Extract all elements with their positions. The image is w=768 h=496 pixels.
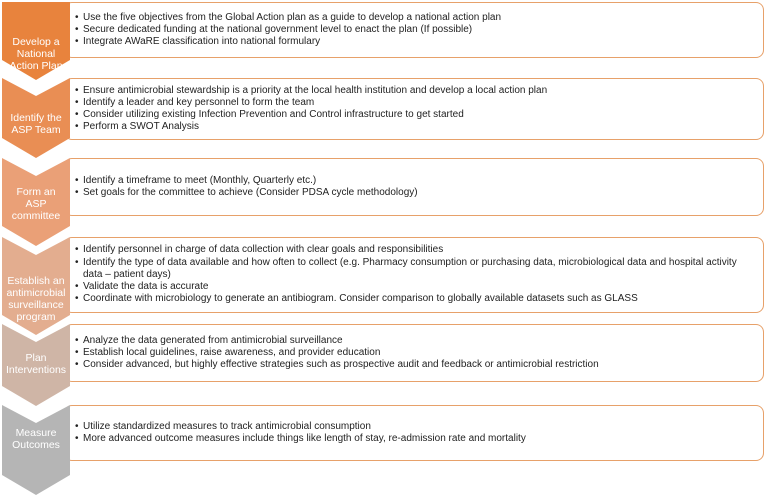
step-label-line: Action Plan bbox=[9, 60, 63, 72]
step-label-line: Form an bbox=[16, 186, 56, 198]
step-label-line: Measure bbox=[15, 427, 57, 439]
step-label-line: National bbox=[16, 48, 56, 60]
step-label-line: antimicrobial bbox=[6, 287, 66, 299]
step-details-box bbox=[64, 158, 764, 216]
step-label-line: Outcomes bbox=[12, 439, 60, 451]
bullet-list bbox=[75, 244, 755, 305]
bullet-item: • Use the five objectives from the Global Action plan as a guide to develop a national action plan bbox=[75, 12, 755, 24]
step-label bbox=[2, 427, 70, 451]
step-label-line: ASP bbox=[25, 198, 47, 210]
bullet-item: • More advanced outcome measures include things like length of stay, re-admission rate and mortality bbox=[75, 433, 755, 445]
step-details-box bbox=[64, 78, 764, 140]
bullet-item: • Analyze the data generated from antimicrobial surveillance bbox=[75, 335, 755, 347]
bullet-item: • Validate the data is accurate bbox=[75, 281, 755, 293]
step-label bbox=[2, 186, 70, 222]
bullet-item: • Secure dedicated funding at the national government level to enact the plan (If possible) bbox=[75, 24, 755, 36]
bullet-list bbox=[75, 175, 755, 199]
step-details-box bbox=[64, 237, 764, 313]
step-label-line: Plan bbox=[25, 352, 47, 364]
bullet-item: • Identify a leader and key personnel to form the team bbox=[75, 97, 755, 109]
bullet-item: • Identify personnel in charge of data collection with clear goals and responsibilities bbox=[75, 244, 755, 256]
bullet-item: • Consider utilizing existing Infection Prevention and Control infrastructure to get started bbox=[75, 109, 755, 121]
step-label-line: surveillance bbox=[8, 299, 64, 311]
bullet-item: • Perform a SWOT Analysis bbox=[75, 121, 755, 133]
step-label-line: committee bbox=[11, 210, 61, 222]
bullet-list bbox=[75, 85, 755, 134]
bullet-item: • Coordinate with microbiology to generate an antibiogram. Consider comparison to globally available datasets such as GLASS bbox=[75, 293, 755, 305]
bullet-item: • Integrate AWaRE classification into national formulary bbox=[75, 36, 755, 48]
bullet-list bbox=[75, 335, 755, 372]
bullet-item: • Ensure antimicrobial stewardship is a priority at the local health institution and develop a local action plan bbox=[75, 85, 755, 97]
step-label-line: Identify the bbox=[10, 112, 62, 124]
step-label bbox=[2, 36, 70, 72]
bullet-item: • Identify the type of data available and how often to collect (e.g. Pharmacy consumption or purchasing data, microbiological data and hospital activity data – patient days) bbox=[75, 257, 755, 281]
step-label bbox=[2, 275, 70, 323]
step-label-line: ASP Team bbox=[11, 124, 61, 136]
step-label bbox=[2, 112, 70, 136]
step-label-line: Develop a bbox=[12, 36, 60, 48]
step-details-box bbox=[64, 324, 764, 382]
bullet-list bbox=[75, 12, 755, 49]
bullet-item: • Utilize standardized measures to track antimicrobial consumption bbox=[75, 421, 755, 433]
step-details-box bbox=[64, 2, 764, 58]
bullet-item: • Identify a timeframe to meet (Monthly, Quarterly etc.) bbox=[75, 175, 755, 187]
step-label-line: Establish an bbox=[7, 275, 65, 287]
bullet-item: • Establish local guidelines, raise awareness, and provider education bbox=[75, 347, 755, 359]
step-details-box bbox=[64, 405, 764, 461]
step-label-line: Interventions bbox=[5, 364, 67, 376]
step-label bbox=[2, 352, 70, 376]
bullet-item: • Consider advanced, but highly effective strategies such as prospective audit and feedback or antimicrobial restriction bbox=[75, 359, 755, 371]
bullet-list bbox=[75, 421, 755, 445]
step-label-line: program bbox=[16, 311, 56, 323]
bullet-item: • Set goals for the committee to achieve (Consider PDSA cycle methodology) bbox=[75, 187, 755, 199]
